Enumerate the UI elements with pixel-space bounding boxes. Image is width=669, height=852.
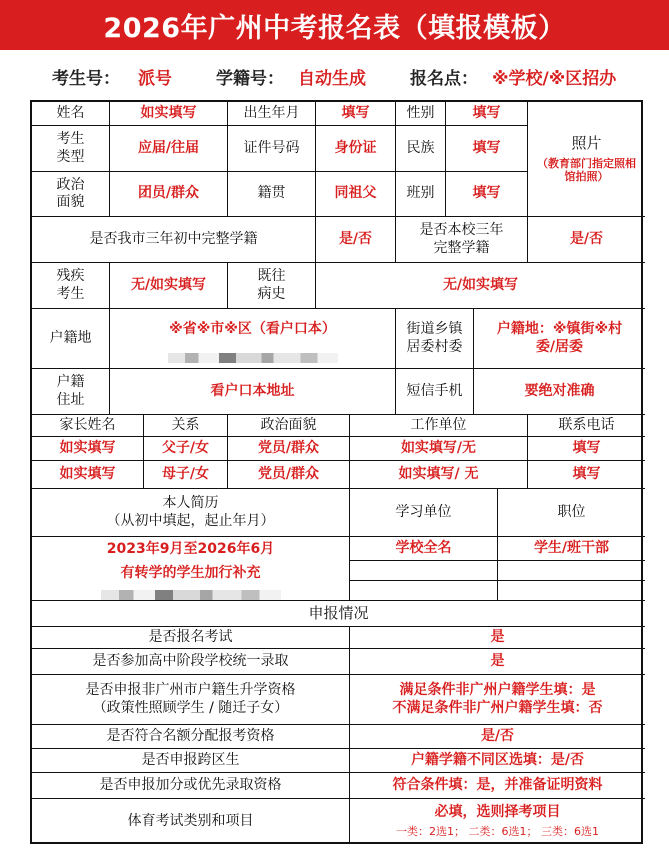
position-label: 职位 xyxy=(498,489,645,537)
decl-3-label xyxy=(32,675,350,725)
name-label: 姓名 xyxy=(32,102,110,126)
resume-period: 2023年9月至2026年6月 xyxy=(106,541,275,557)
family-row-2-relation: 母子/女 xyxy=(144,461,228,489)
family-header-relation: 关系 xyxy=(144,415,228,437)
birth-value: 填写 xyxy=(316,102,396,126)
birth-label: 出生年月 xyxy=(228,102,316,126)
sms-value: 要绝对准确 xyxy=(474,369,645,415)
family-row-1-political: 党员/群众 xyxy=(228,437,350,461)
decl-3-label-main: 是否申报非广州市户籍生升学资格 xyxy=(85,682,296,698)
decl-3-label-sub: （政策性照顾学生 / 随迁子女） xyxy=(92,699,289,716)
resume-empty-cell xyxy=(498,581,645,601)
id-value: 身份证 xyxy=(316,126,396,172)
school-reg-value: 自动生成 xyxy=(298,68,366,89)
resume-header-title: 本人简历 xyxy=(162,495,219,511)
family-row-2-phone: 填写 xyxy=(528,461,645,489)
gender-label: 性别 xyxy=(396,102,446,126)
ethnic-value: 填写 xyxy=(446,126,528,172)
school-reg-label: 学籍号： xyxy=(216,68,284,89)
decl-7-value xyxy=(350,799,645,844)
family-header-name: 家长姓名 xyxy=(32,415,144,437)
family-row-1-name: 如实填写 xyxy=(32,437,144,461)
decl-2-value: 是 xyxy=(350,649,645,675)
history-value: 无/如实填写 xyxy=(316,263,645,309)
family-row-1-phone: 填写 xyxy=(528,437,645,461)
decl-6-label: 是否申报加分或优先录取资格 xyxy=(32,773,350,799)
redacted-blur xyxy=(101,590,281,600)
family-row-2-name: 如实填写 xyxy=(32,461,144,489)
resume-role: 学生/班干部 xyxy=(498,537,645,561)
declaration-title: 申报情况 xyxy=(32,601,645,627)
decl-3-value xyxy=(350,675,645,725)
disabled-value: 无/如实填写 xyxy=(110,263,228,309)
photo-box xyxy=(528,102,645,217)
exam-no-value: 派号 xyxy=(138,68,172,89)
page-title: 2026年广州中考报名表（填报模板） xyxy=(0,0,669,50)
history-label: 既往病史 xyxy=(228,263,316,309)
family-header-phone: 联系电话 xyxy=(528,415,645,437)
decl-5-value: 户籍学籍不同区选填：是/否 xyxy=(350,749,645,773)
study-unit-label: 学习单位 xyxy=(350,489,498,537)
class-label: 班别 xyxy=(396,172,446,217)
resume-period-cell xyxy=(32,537,350,601)
decl-4-label: 是否符合名额分配报考资格 xyxy=(32,725,350,749)
decl-2-label: 是否参加高中阶段学校统一录取 xyxy=(32,649,350,675)
resume-empty-cell xyxy=(350,581,498,601)
decl-7-value-sub: 一类：2选1； 二类：6选1； 三类：6选1 xyxy=(396,824,599,838)
type-value: 应届/往届 xyxy=(110,126,228,172)
decl-7-label: 体育考试类别和项目 xyxy=(32,799,350,844)
address-label: 户籍住址 xyxy=(32,369,110,415)
disabled-label: 残疾考生 xyxy=(32,263,110,309)
city-three-year-label: 是否我市三年初中完整学籍 xyxy=(32,217,316,263)
id-label: 证件号码 xyxy=(228,126,316,172)
name-value: 如实填写 xyxy=(110,102,228,126)
family-row-2-work: 如实填写/ 无 xyxy=(350,461,528,489)
family-header-political: 政治面貌 xyxy=(228,415,350,437)
resume-empty-cell xyxy=(350,561,498,581)
exam-no-label: 考生号： xyxy=(52,68,120,89)
site-label: 报名点： xyxy=(410,68,478,89)
school-three-year-value: 是/否 xyxy=(528,217,645,263)
decl-1-label: 是否报名考试 xyxy=(32,627,350,649)
resume-header-note: （从初中填起，起止年月） xyxy=(106,512,275,529)
native-value: 同祖父 xyxy=(316,172,396,217)
ethnic-label: 民族 xyxy=(396,126,446,172)
decl-6-value: 符合条件填：是，并准备证明资料 xyxy=(350,773,645,799)
city-three-year-value: 是/否 xyxy=(316,217,396,263)
decl-5-label: 是否申报跨区生 xyxy=(32,749,350,773)
street-value: 户籍地：※镇街※村委/居委 xyxy=(474,309,645,369)
decl-7-value-main: 必填，选则择考项目 xyxy=(434,804,561,821)
address-value: 看户口本地址 xyxy=(110,369,396,415)
decl-1-value: 是 xyxy=(350,627,645,649)
resume-empty-cell xyxy=(498,561,645,581)
native-label: 籍贯 xyxy=(228,172,316,217)
resume-school: 学校全名 xyxy=(350,537,498,561)
decl-4-value: 是/否 xyxy=(350,725,645,749)
gender-value: 填写 xyxy=(446,102,528,126)
photo-note: （教育部门指定照相馆拍照） xyxy=(537,156,636,184)
header-info-row xyxy=(0,58,669,94)
site-value: ※学校/※区招办 xyxy=(492,68,617,89)
family-row-2-political: 党员/群众 xyxy=(228,461,350,489)
type-label: 考生类型 xyxy=(32,126,110,172)
transfer-note: 有转学的学生加行补充 xyxy=(120,564,261,581)
family-row-1-relation: 父子/女 xyxy=(144,437,228,461)
street-label: 街道乡镇居委村委 xyxy=(396,309,474,369)
political-label: 政治面貌 xyxy=(32,172,110,217)
photo-label: 照片 xyxy=(571,133,602,152)
family-header-work: 工作单位 xyxy=(350,415,528,437)
redacted-blur xyxy=(168,353,338,363)
decl-3-value-no: 不满足条件非广州户籍学生填：否 xyxy=(392,699,603,716)
class-value: 填写 xyxy=(446,172,528,217)
hukou-value: ※省※市※区（看户口本） xyxy=(169,321,336,337)
family-row-1-work: 如实填写/无 xyxy=(350,437,528,461)
political-value: 团员/群众 xyxy=(110,172,228,217)
resume-header xyxy=(32,489,350,537)
hukou-label: 户籍地 xyxy=(32,309,110,369)
decl-3-value-yes: 满足条件非广州户籍学生填：是 xyxy=(399,682,596,698)
school-three-year-label: 是否本校三年完整学籍 xyxy=(396,217,528,263)
registration-form xyxy=(30,100,643,844)
sms-label: 短信手机 xyxy=(396,369,474,415)
hukou-value-cell xyxy=(110,309,396,369)
